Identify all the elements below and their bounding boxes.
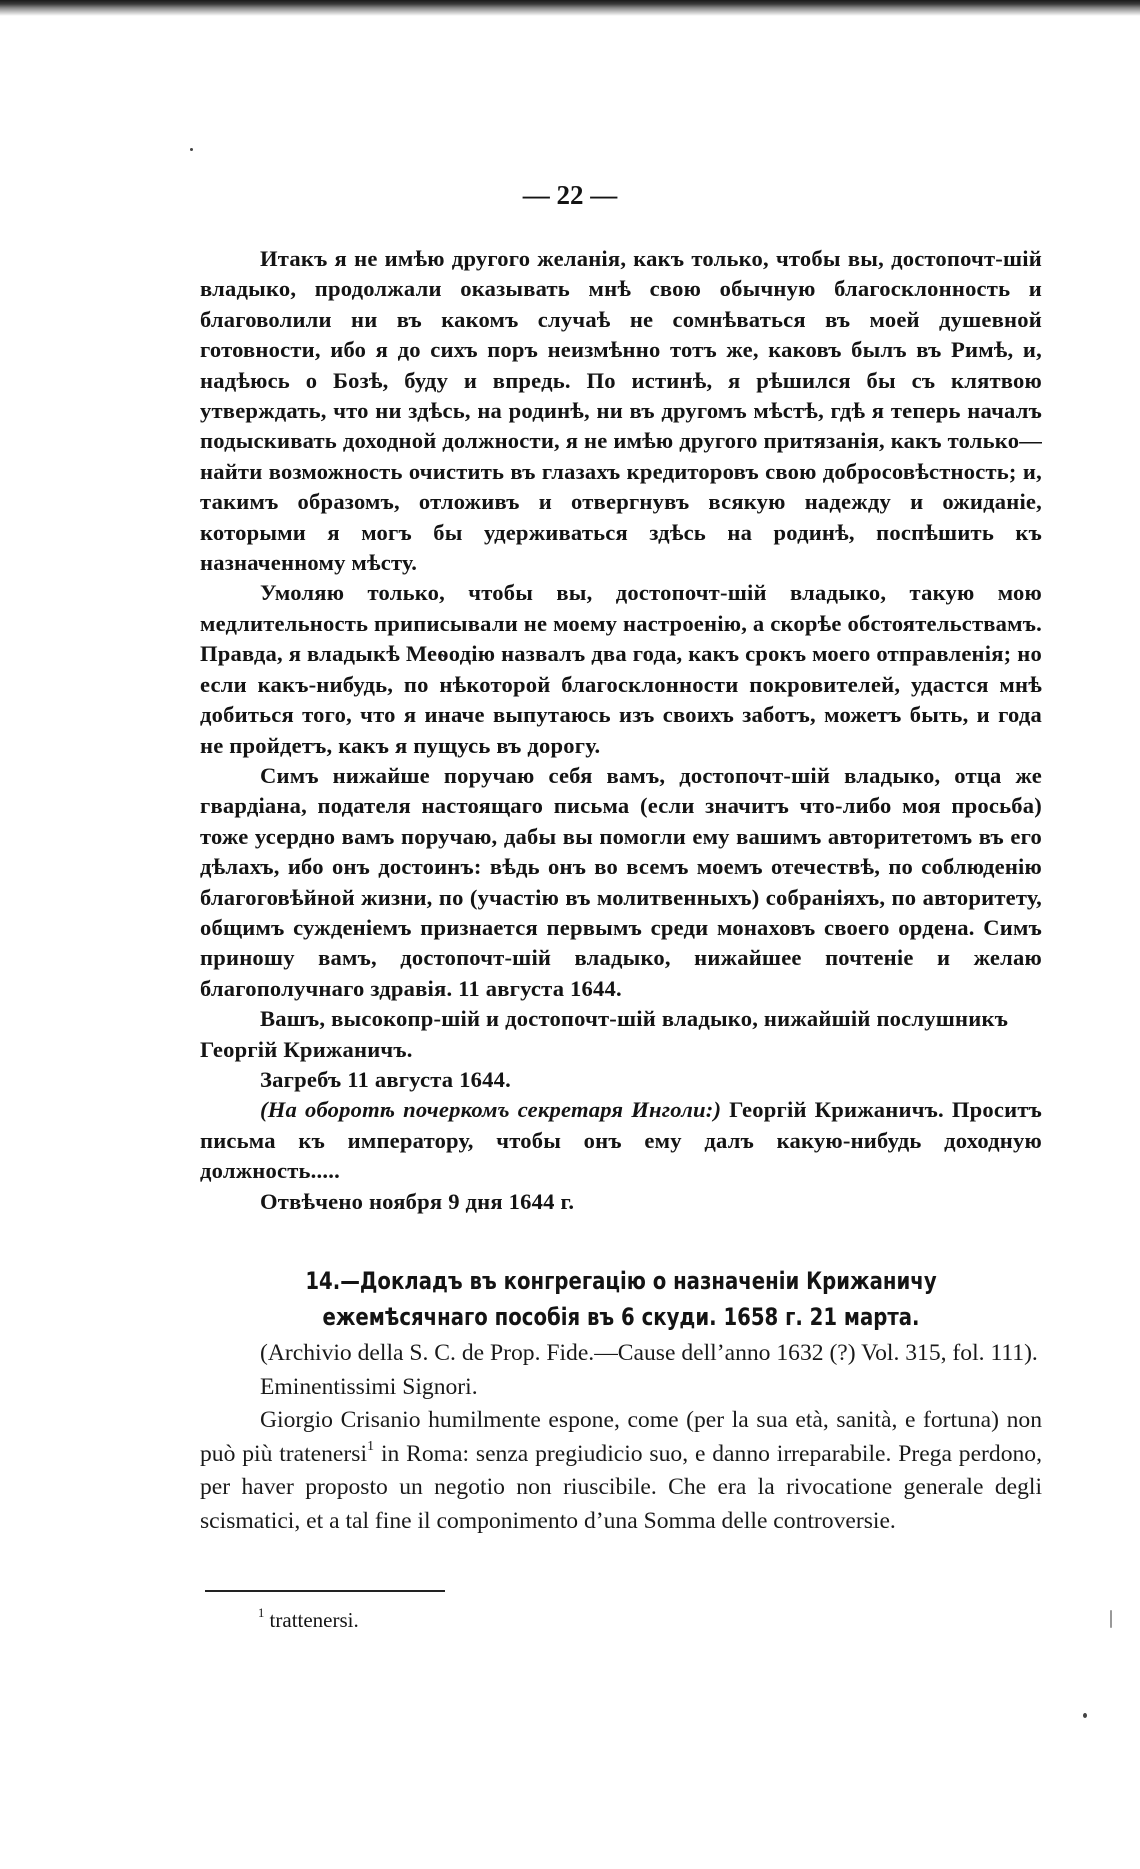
footnote [258,1608,359,1633]
signature: Георгій Крижаничъ. [200,1036,413,1062]
latin-body [200,1404,1042,1538]
date-line: Загребъ 11 августа 1644. [260,1066,511,1092]
page-number: — 22 — [522,180,618,210]
latin-body-part2: in Roma: senza pregiudicio suo, e danno irreparabile. Prega perdono, per haver proposto un negotio non riuscibile. Che era la rivocatione generale degli scismatici, et a tal fine il componimento d’una Somma delle controversie. [200,1440,1042,1534]
endorsement [200,1095,1042,1186]
scan-speck [190,148,193,151]
latin-body-part1: Giorgio Crisanio humilmente espone, come (per la sua età, sanità, e fortuna) non può più tratenersi [200,1407,1042,1467]
footnote-text: trattenersi. [264,1608,359,1632]
closing-line: Вашъ, высокопр-шій и достопочт-шій владыко, нижайшій послушникъ [260,1006,1009,1032]
letter-text [200,244,1042,1217]
scan-speck [1110,1610,1112,1628]
letter-paragraph-3: Симъ нижайше поручаю себя вамъ, достопочт-шій владыко, отца же гвардіана, подателя настоящаго письма (если значитъ что-либо моя просьба) тоже усердно вамъ поручаю, дабы вы помогли ему вашимъ авторитетомъ въ его дѣлахъ, ибо онъ достоинъ: вѣдь онъ во всемъ моемъ отечествѣ, по соблюденію благоговѣйной жизни, по (участію въ молитвенныхъ) собраніяхъ, по авторитету, общимъ сужденіемъ признается первымъ среди монаховъ своего ордена. Симъ приношу вамъ, достопочт-шій владыко, нижайшее почтеніе и желаю благополучнаго здравія. 11 августа 1644. [200,762,1042,1001]
footnote-rule [205,1590,445,1592]
footnote-reference: 1 [367,1437,375,1454]
answered-line: Отвѣчено ноября 9 дня 1644 г. [260,1188,575,1214]
latin-text [200,1337,1042,1539]
endorsement-text: Георгій Крижаничъ. Проситъ письма къ императору, чтобы онъ ему далъ какую-нибудь доходную должность..... [200,1097,1042,1184]
scan-speck [1083,1713,1087,1718]
letter-paragraph-1: Итакъ я не имѣю другого желанія, какъ только, чтобы вы, достопочт-шій владыко, продолжали оказывать мнѣ свою обычную благосклонность и благоволили ни въ какомъ случаѣ не сомнѣваться въ моей душевной готовности, ибо я до сихъ поръ неизмѣнно тотъ же, каковъ былъ въ Римѣ, и, надѣюсь о Бозѣ, буду и впредь. По истинѣ, я рѣшился бы съ клятвою утверждать, что ни здѣсь, на родинѣ, ни въ другомъ мѣстѣ, гдѣ я теперь началъ подыскивать доходной должности, я не имѣю другого притязанія, какъ только—найти возможность очистить въ глазахъ кредиторовъ свою добросовѣстность; и, такимъ образомъ, отложивъ и отвергнувъ всякую надежду и ожиданіе, которыми я могъ бы удерживаться здѣсь на родинѣ, поспѣшить къ назначенному мѣсту. [200,246,1042,576]
archive-source: (Archivio della S. C. de Prop. Fide.—Cause dell’anno 1632 (?) Vol. 315, fol. 111). [260,1340,1038,1366]
scan-edge [0,0,1140,16]
footnote-marker: 1 [258,1606,265,1620]
salutation: Eminentissimi Signori. [260,1373,478,1400]
section-heading: 14.—Докладъ въ конгрегацію о назначеніи Крижаничу ежемѣсячнаго пособія въ 6 скуди. 1658 г. 21 марта. [305,1267,937,1331]
letter-paragraph-2: Умоляю только, чтобы вы, достопочт-шій владыко, такую мою медлительность приписывали не моему настроенію, а скорѣе обстоятельствамъ. Правда, я владыкѣ Меѳодію назвалъ два года, какъ срокъ моего отправленія; но если какъ-нибудь, по нѣкоторой благосклонности покровителей, удастся мнѣ добиться того, что я иначе выпутаюсь изъ своихъ заботъ, можетъ быть, и года не пройдетъ, какъ я пущусь въ дорогу. [200,580,1042,758]
endorsement-note: (На оборотѣ почеркомъ секретаря Инголи:) [260,1097,722,1123]
